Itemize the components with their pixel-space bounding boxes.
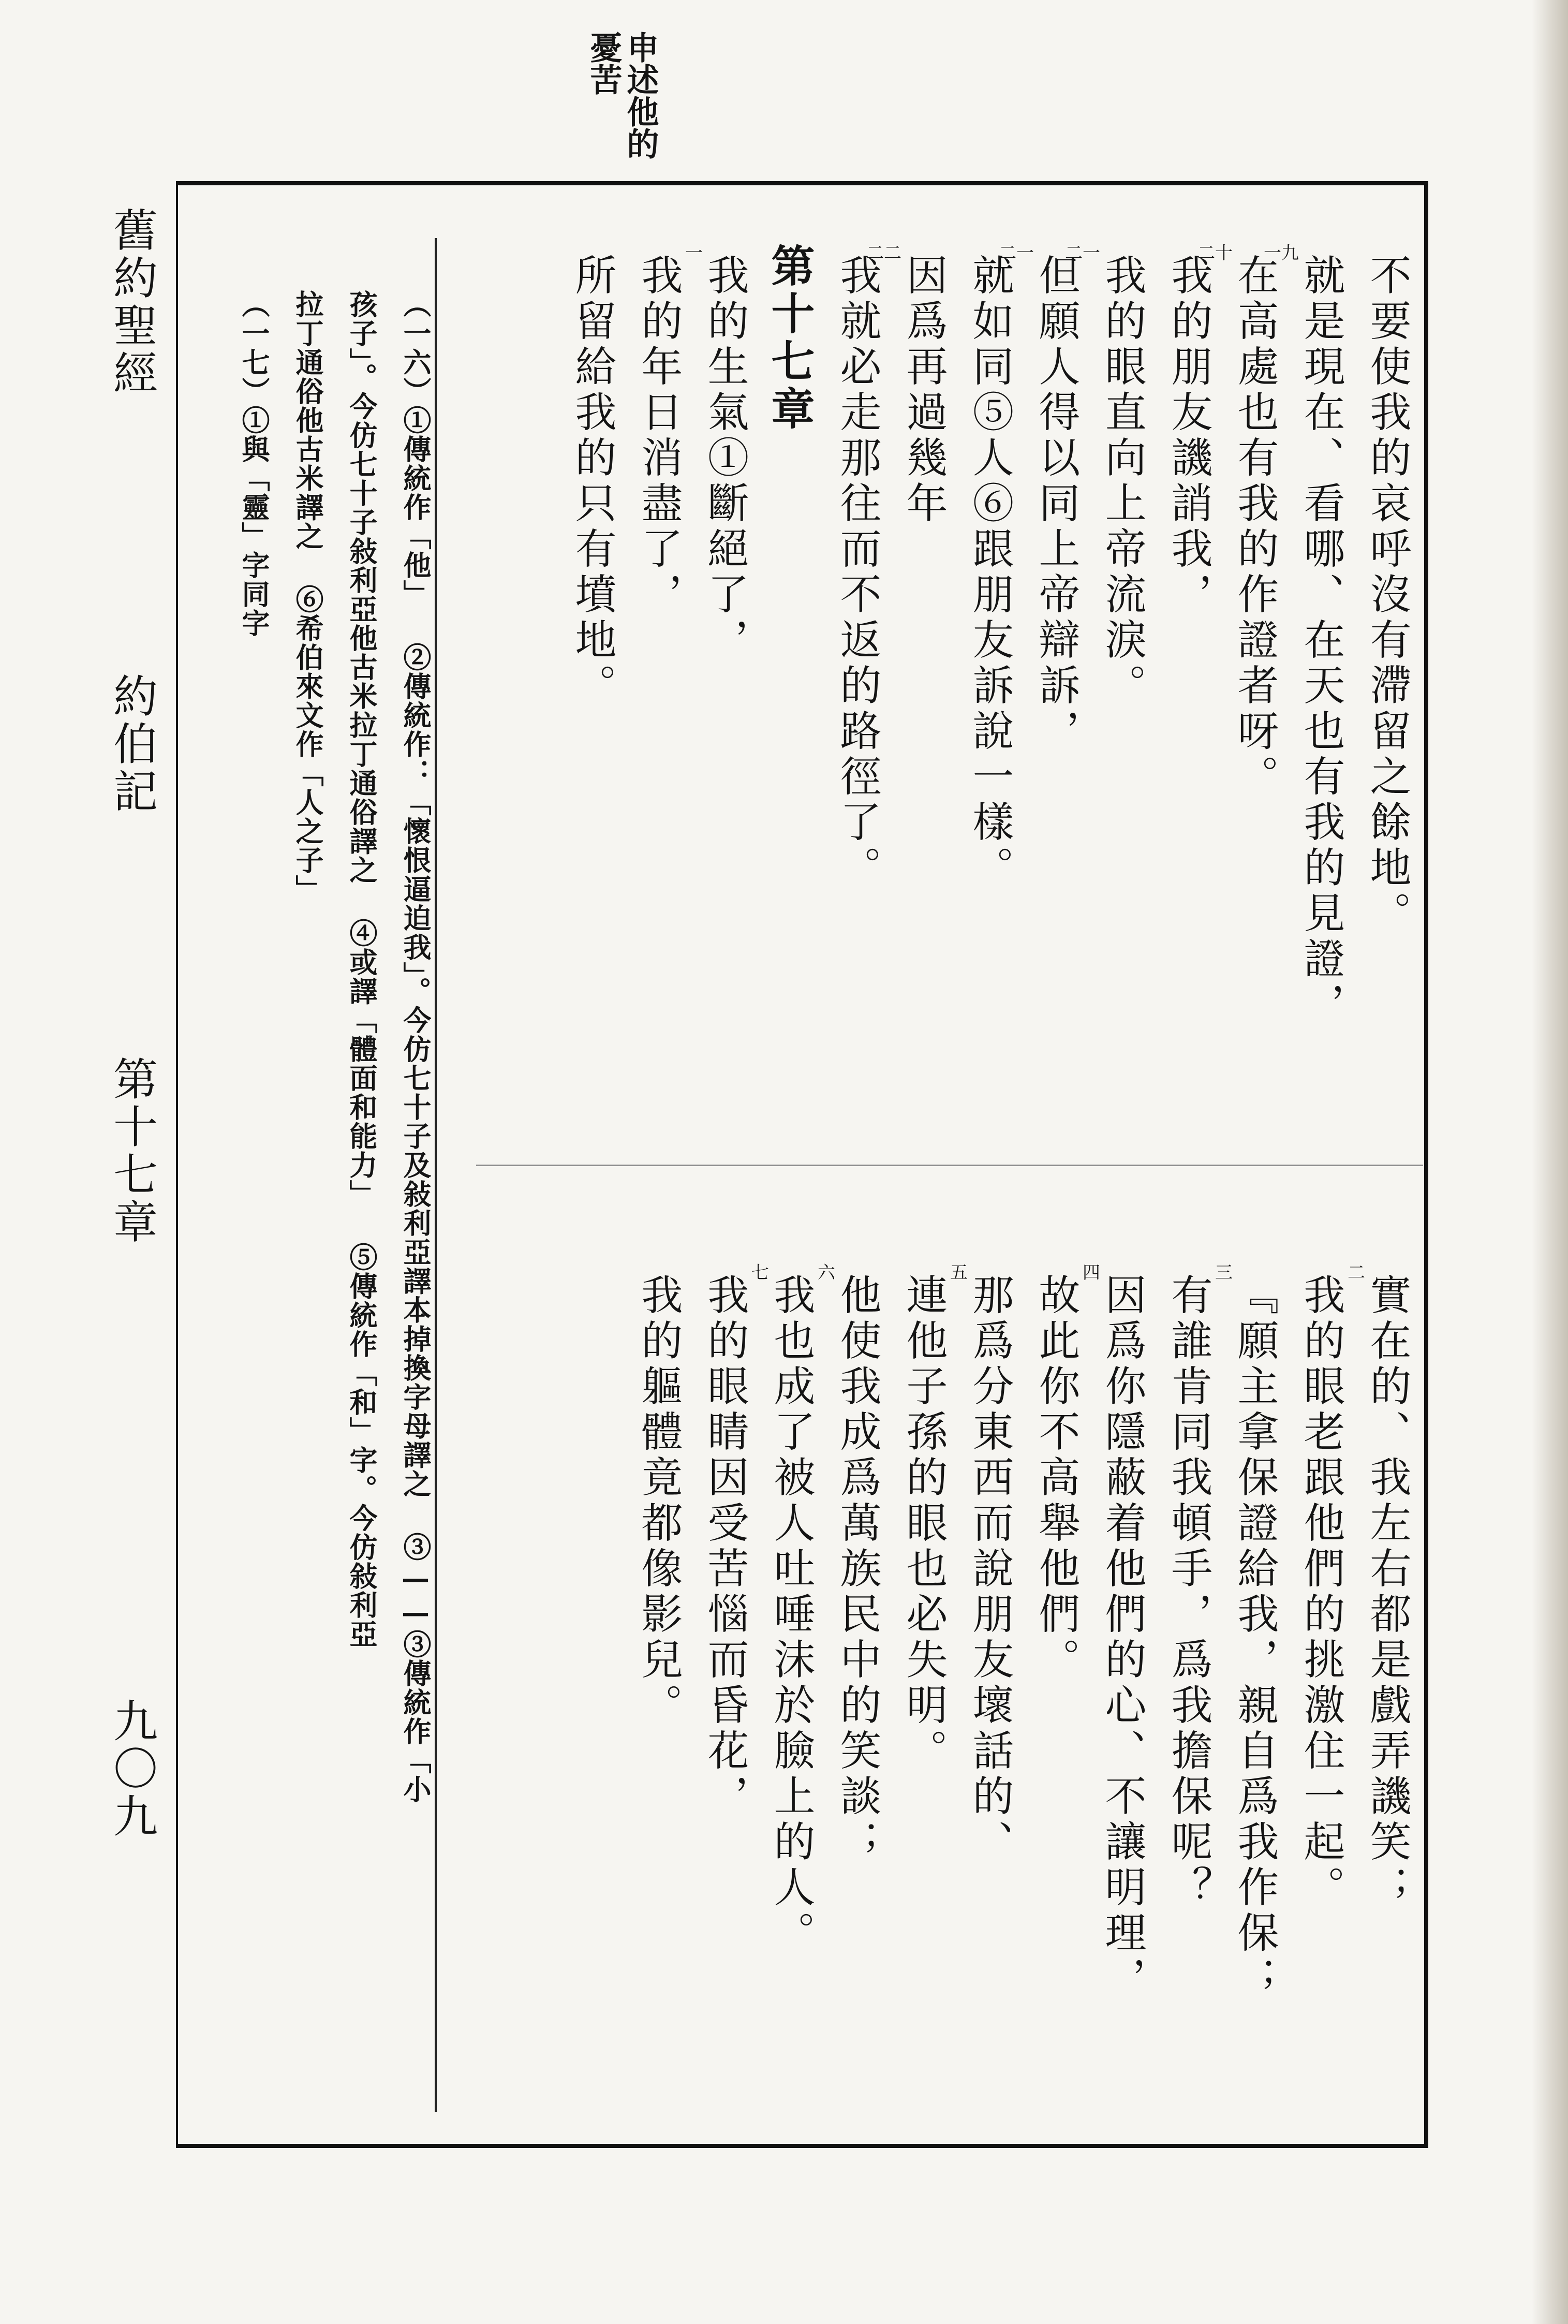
footnote-line: （一六）①傳統作「他」 ②傳統作：「懷恨逼迫我」。今仿七十子及敍利亞譯本掉換字母譯之 ③——③傳統作「小 xyxy=(399,290,432,1804)
verse-line xyxy=(1143,254,1212,1144)
margin-note-line: 憂苦 xyxy=(584,31,623,95)
verse-text: 因爲再過幾年 xyxy=(899,254,948,527)
verse-line xyxy=(1065,243,1146,1144)
verse-line xyxy=(546,254,616,1144)
verse-line xyxy=(1341,1262,1411,2127)
verse-line xyxy=(1209,1262,1279,2127)
verse-text: 連他子孫的眼也必失明。 xyxy=(899,1273,948,1774)
verse-text: 那爲分東西而說朋友壞話的、 xyxy=(966,1273,1014,1865)
verse-number: 二二 xyxy=(866,243,901,263)
margin-note xyxy=(574,31,657,176)
verse-line xyxy=(1197,243,1279,1144)
verse-text: 就如同⑤人⑥跟朋友訴說一樣。 xyxy=(966,254,1014,891)
footnote-divider xyxy=(435,238,437,2112)
running-head xyxy=(93,207,155,1967)
verse-text: 因爲你隱蔽着他們的心、不讓明理， xyxy=(1098,1273,1146,2002)
lower-text-block xyxy=(476,1262,1411,2127)
verse-text: 我的軀體竟都像影兒。 xyxy=(634,1273,683,1729)
verse-line xyxy=(999,243,1080,1144)
verse-text: 故此你不高舉他們。 xyxy=(1032,1273,1080,1683)
verse-number: 一九 xyxy=(1264,243,1299,263)
footnote-line: 拉丁通俗他古米譯之 ⑥希伯來文作「人之子」 xyxy=(291,290,324,904)
verse-text: 我的朋友譏誚我， xyxy=(1164,254,1212,618)
verse-text: 我的年日消盡了， xyxy=(634,254,683,618)
verse-text: 所留給我的只有墳地。 xyxy=(568,254,616,709)
margin-note-line: 申述他的 xyxy=(622,31,659,159)
verse-number: 二一 xyxy=(1065,243,1100,263)
verse-line xyxy=(944,1262,1014,2127)
verse-text: 我也成了被人吐唾沫於臉上的人。 xyxy=(767,1273,815,1957)
verse-text: 我的眼直向上帝流淚。 xyxy=(1098,254,1146,709)
verse-number: 二一 xyxy=(999,243,1034,263)
footnote-line: （一七）①與「靈」字同字 xyxy=(238,290,271,638)
section-divider xyxy=(476,1165,1423,1166)
verse-line xyxy=(866,243,948,1144)
verse-line xyxy=(679,243,749,1144)
verse-number: 七 xyxy=(751,1262,769,1283)
verse-line xyxy=(944,254,1014,1144)
running-head-title: 約伯記 xyxy=(106,673,157,816)
verse-text: 在高處也有我的作證者呀。 xyxy=(1231,254,1279,800)
footnote-line: 孩子」。今仿七十子敍利亞他古米拉丁通俗譯之 ④或譯「體面和能力」 ⑤傳統作「和」字。今仿敍利亞 xyxy=(345,290,378,1649)
verse-line xyxy=(1341,254,1411,1144)
verse-text: 我的眼睛因受苦惱而昏花， xyxy=(701,1273,749,1820)
verse-text: 有誰肯同我頓手，爲我擔保呢？ xyxy=(1164,1273,1212,1911)
running-head-page-number: 九〇九 xyxy=(106,1698,157,1841)
verse-number: 四 xyxy=(1083,1262,1100,1283)
verse-text: 『願主拿保證給我，親自爲我作保； xyxy=(1231,1273,1279,2002)
verse-text: 我的眼老跟他們的挑激住一起。 xyxy=(1297,1273,1345,1911)
verse-line xyxy=(811,1262,881,2127)
chapter-heading: 第十七章 xyxy=(764,243,816,434)
running-head-book: 舊約聖經 xyxy=(106,207,157,398)
verse-text: 實在的、我左右都是戲弄譏笑； xyxy=(1363,1273,1411,1911)
verse-number: 一 xyxy=(685,243,703,263)
page-edge-shadow xyxy=(1532,0,1568,2324)
verse-line xyxy=(613,1273,683,2127)
verse-line xyxy=(811,254,881,1144)
verse-line xyxy=(1143,1273,1212,2127)
verse-line xyxy=(1076,1262,1146,2127)
verse-text: 他使我成爲萬族民中的笑談； xyxy=(833,1273,881,1865)
running-head-chapter: 第十七章 xyxy=(106,1056,157,1246)
verse-line xyxy=(745,1262,815,2127)
verse-number: 三 xyxy=(1215,1262,1233,1283)
verse-line xyxy=(878,1273,948,2127)
verse-text: 不要使我的哀呼沒有滯留之餘地。 xyxy=(1363,254,1411,937)
verse-text: 我就必走那往而不返的路徑了。 xyxy=(833,254,881,891)
verse-number: 六 xyxy=(818,1262,835,1283)
verse-number: 二十 xyxy=(1197,243,1233,263)
verse-line xyxy=(679,1273,749,2127)
verse-line xyxy=(613,254,683,1144)
footnotes xyxy=(212,290,430,2101)
verse-text: 我的生氣①斷絕了， xyxy=(701,254,749,664)
verse-line xyxy=(1010,1273,1080,2127)
verse-line xyxy=(1264,243,1345,1144)
verse-number: 五 xyxy=(950,1262,968,1283)
verse-text: 但願人得以同上帝辯訴， xyxy=(1032,254,1080,755)
verse-text: 就是現在、看哪、在天也有我的見證， xyxy=(1297,254,1345,1028)
upper-text-block xyxy=(476,243,1411,1144)
verse-line xyxy=(1275,1273,1345,2127)
verse-number: 二 xyxy=(1348,1262,1365,1283)
